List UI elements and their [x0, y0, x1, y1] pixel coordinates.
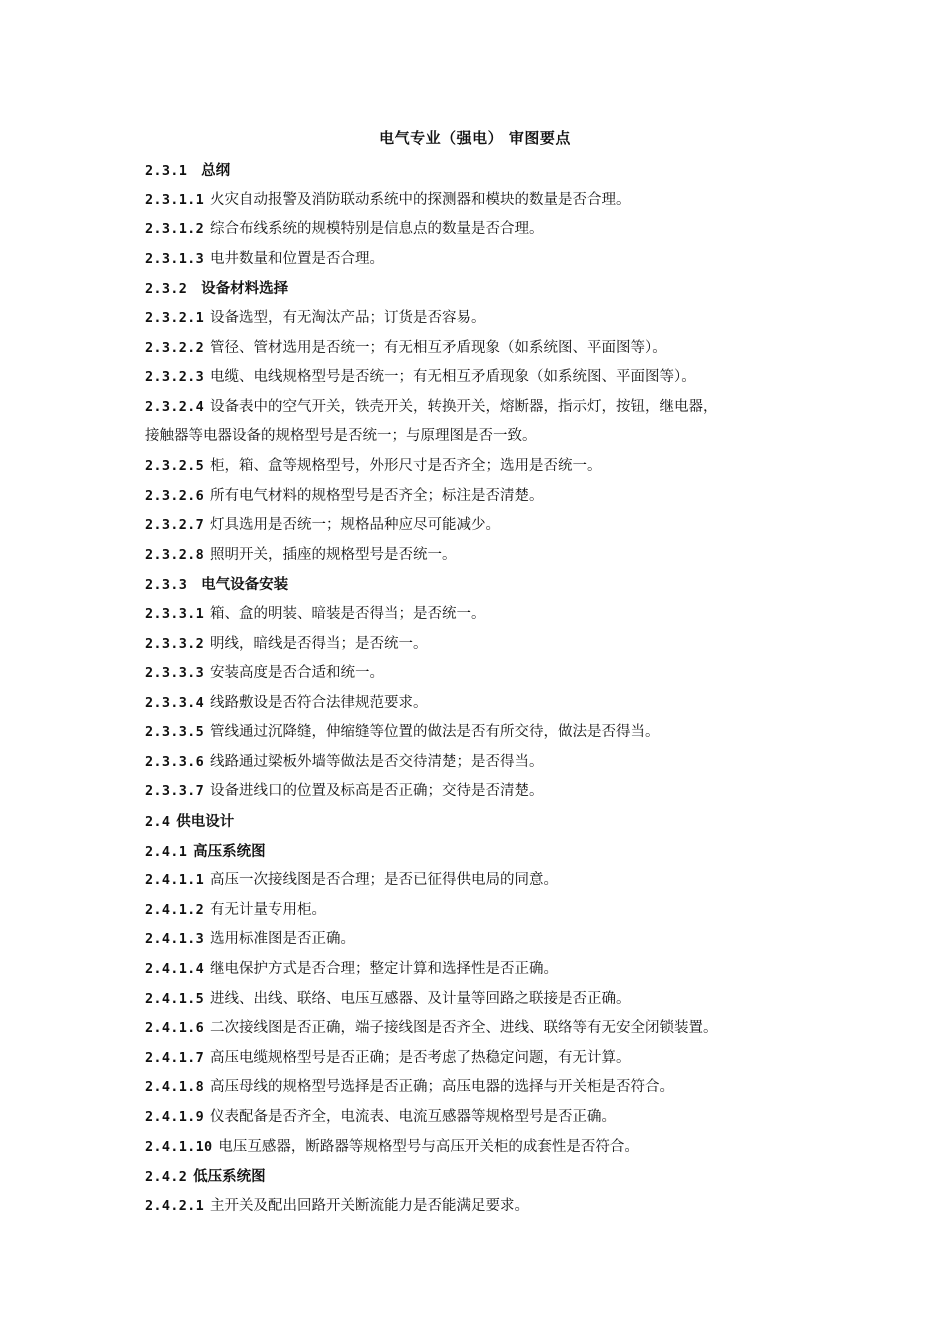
clause-item — [145, 304, 815, 334]
document-body — [145, 156, 815, 1221]
clause-item — [145, 1044, 815, 1074]
clause-item — [145, 896, 815, 926]
section-heading — [145, 1162, 815, 1192]
clause-text: 主开关及配出回路开关断流能力是否能满足要求。 — [210, 1197, 529, 1214]
clause-item — [145, 215, 815, 245]
clause-text: 接触器等电器设备的规格型号是否统一；与原理图是否一致。 — [145, 428, 537, 445]
section-heading — [145, 807, 815, 837]
clause-item — [145, 1192, 815, 1222]
clause-text: 柜，箱、盒等规格型号，外形尺寸是否齐全；选用是否统一。 — [210, 457, 602, 474]
clause-item — [145, 600, 815, 630]
clause-number: 2.4.1.7 — [145, 1049, 204, 1066]
clause-text: 设备表中的空气开关，铁壳开关，转换开关，熔断器，指示灯，按钮，继电器， — [210, 398, 718, 415]
clause-text: 线路敷设是否符合法律规范要求。 — [210, 694, 428, 711]
clause-item — [145, 955, 815, 985]
page-title: 电气专业（强电） 审图要点 — [379, 129, 571, 147]
clause-item — [145, 511, 815, 541]
clause-text: 高压系统图 — [193, 842, 266, 860]
clause-item — [145, 985, 815, 1015]
clause-number: 2.4.2 — [145, 1169, 188, 1186]
clause-number: 2.3.2.5 — [145, 457, 204, 474]
clause-text: 所有电气材料的规格型号是否齐全；标注是否清楚。 — [210, 487, 544, 504]
clause-item — [145, 452, 815, 482]
clause-number: 2.3.2.2 — [145, 339, 204, 356]
section-heading — [145, 156, 815, 186]
clause-item — [145, 1103, 815, 1133]
clause-number: 2.3.1 — [145, 163, 188, 179]
clause-number: 2.3.3.4 — [145, 694, 204, 711]
clause-number: 2.3.2.4 — [145, 398, 204, 415]
clause-number: 2.4.1.5 — [145, 990, 204, 1007]
clause-item — [145, 689, 815, 719]
clause-item — [145, 866, 815, 896]
section-heading — [145, 274, 815, 304]
clause-text: 综合布线系统的规模特别是信息点的数量是否合理。 — [210, 221, 544, 238]
clause-text: 设备进线口的位置及标高是否正确；交待是否清楚。 — [210, 783, 544, 800]
clause-number: 2.3.2.1 — [145, 309, 204, 326]
clause-text: 高压一次接线图是否合理；是否已征得供电局的同意。 — [210, 872, 558, 889]
clause-number: 2.3.3.3 — [145, 665, 204, 682]
clause-number: 2.4.1 — [145, 843, 188, 860]
clause-number: 2.3.1.2 — [145, 221, 204, 238]
clause-item — [145, 925, 815, 955]
clause-text: 线路通过梁板外墙等做法是否交待清楚；是否得当。 — [210, 753, 544, 770]
clause-number: 2.3.1.1 — [145, 191, 204, 208]
clause-text: 管径、管材选用是否统一；有无相互矛盾现象（如系统图、平面图等）。 — [210, 339, 667, 356]
clause-text: 继电保护方式是否合理；整定计算和选择性是否正确。 — [210, 961, 558, 978]
clause-item — [145, 541, 815, 571]
section-heading — [145, 837, 815, 867]
clause-text: 低压系统图 — [193, 1168, 266, 1186]
clause-number: 2.4.1.9 — [145, 1109, 204, 1125]
clause-text: 照明开关，插座的规格型号是否统一。 — [210, 546, 457, 563]
clause-number: 2.3.2.8 — [145, 546, 204, 563]
clause-text: 有无计量专用柜。 — [210, 901, 326, 918]
clause-text: 设备材料选择 — [201, 280, 289, 298]
clause-item — [145, 245, 815, 275]
clause-number: 2.3.3.2 — [145, 635, 204, 652]
clause-text: 供电设计 — [176, 813, 235, 831]
clause-item — [145, 718, 815, 748]
clause-text: 电气设备安装 — [201, 576, 289, 594]
clause-text: 电缆、电线规格型号是否统一；有无相互矛盾现象（如系统图、平面图等）。 — [210, 369, 696, 386]
clause-number: 2.3.3.6 — [145, 753, 204, 770]
clause-number: 2.3.2.3 — [145, 369, 204, 386]
section-heading — [145, 570, 815, 600]
clause-number: 2.3.1.3 — [145, 250, 204, 267]
clause-continuation — [145, 422, 815, 452]
clause-text: 二次接线图是否正确，端子接线图是否齐全、进线、联络等有无安全闭锁装置。 — [210, 1020, 718, 1037]
clause-text: 选用标准图是否正确。 — [210, 931, 355, 948]
clause-item — [145, 482, 815, 512]
clause-number: 2.4.1.4 — [145, 961, 204, 978]
clause-number: 2.4.2.1 — [145, 1197, 204, 1214]
clause-number: 2.4.1.3 — [145, 931, 204, 948]
clause-number: 2.4.1.6 — [145, 1020, 204, 1037]
clause-item — [145, 777, 815, 807]
clause-number: 2.4.1.8 — [145, 1079, 204, 1096]
clause-text: 高压母线的规格型号选择是否正确；高压电器的选择与开关柜是否符合。 — [210, 1079, 674, 1096]
clause-text: 高压电缆规格型号是否正确；是否考虑了热稳定问题，有无计算。 — [210, 1049, 631, 1066]
clause-item — [145, 186, 815, 216]
clause-text: 管线通过沉降缝，伸缩缝等位置的做法是否有所交待，做法是否得当。 — [210, 724, 660, 741]
clause-item — [145, 1073, 815, 1103]
clause-number: 2.3.3.5 — [145, 724, 204, 741]
clause-item — [145, 334, 815, 364]
clause-number: 2.3.3 — [145, 577, 188, 594]
clause-item — [145, 1133, 815, 1163]
clause-number: 2.4.1.10 — [145, 1138, 213, 1155]
clause-number: 2.3.3.7 — [145, 783, 204, 800]
clause-text: 火灾自动报警及消防联动系统中的探测器和模块的数量是否合理。 — [210, 191, 631, 208]
clause-item — [145, 748, 815, 778]
clause-item — [145, 1014, 815, 1044]
clause-number: 2.3.3.1 — [145, 605, 204, 622]
clause-text: 电压互感器，断路器等规格型号与高压开关柜的成套性是否符合。 — [218, 1138, 639, 1155]
clause-number: 2.3.2.7 — [145, 517, 204, 534]
clause-item — [145, 363, 815, 393]
clause-text: 总纲 — [201, 162, 231, 179]
clause-number: 2.4.1.2 — [145, 901, 204, 918]
clause-number: 2.3.2.6 — [145, 487, 204, 504]
clause-item — [145, 630, 815, 660]
clause-text: 进线、出线、联络、电压互感器、及计量等回路之联接是否正确。 — [210, 990, 631, 1007]
clause-text: 安装高度是否合适和统一。 — [210, 665, 384, 682]
clause-text: 箱、盒的明装、暗装是否得当；是否统一。 — [210, 605, 486, 622]
clause-number: 2.4 — [145, 814, 171, 831]
clause-number: 2.3.2 — [145, 281, 188, 298]
clause-item — [145, 393, 815, 423]
clause-text: 灯具选用是否统一；规格品种应尽可能减少。 — [210, 517, 500, 534]
clause-text: 仪表配备是否齐全，电流表、电流互感器等规格型号是否正确。 — [210, 1109, 616, 1125]
clause-text: 电井数量和位置是否合理。 — [210, 250, 384, 267]
clause-number: 2.4.1.1 — [145, 872, 204, 889]
clause-text: 明线，暗线是否得当；是否统一。 — [210, 635, 428, 652]
clause-item — [145, 659, 815, 689]
clause-text: 设备选型，有无淘汰产品；订货是否容易。 — [210, 309, 486, 326]
